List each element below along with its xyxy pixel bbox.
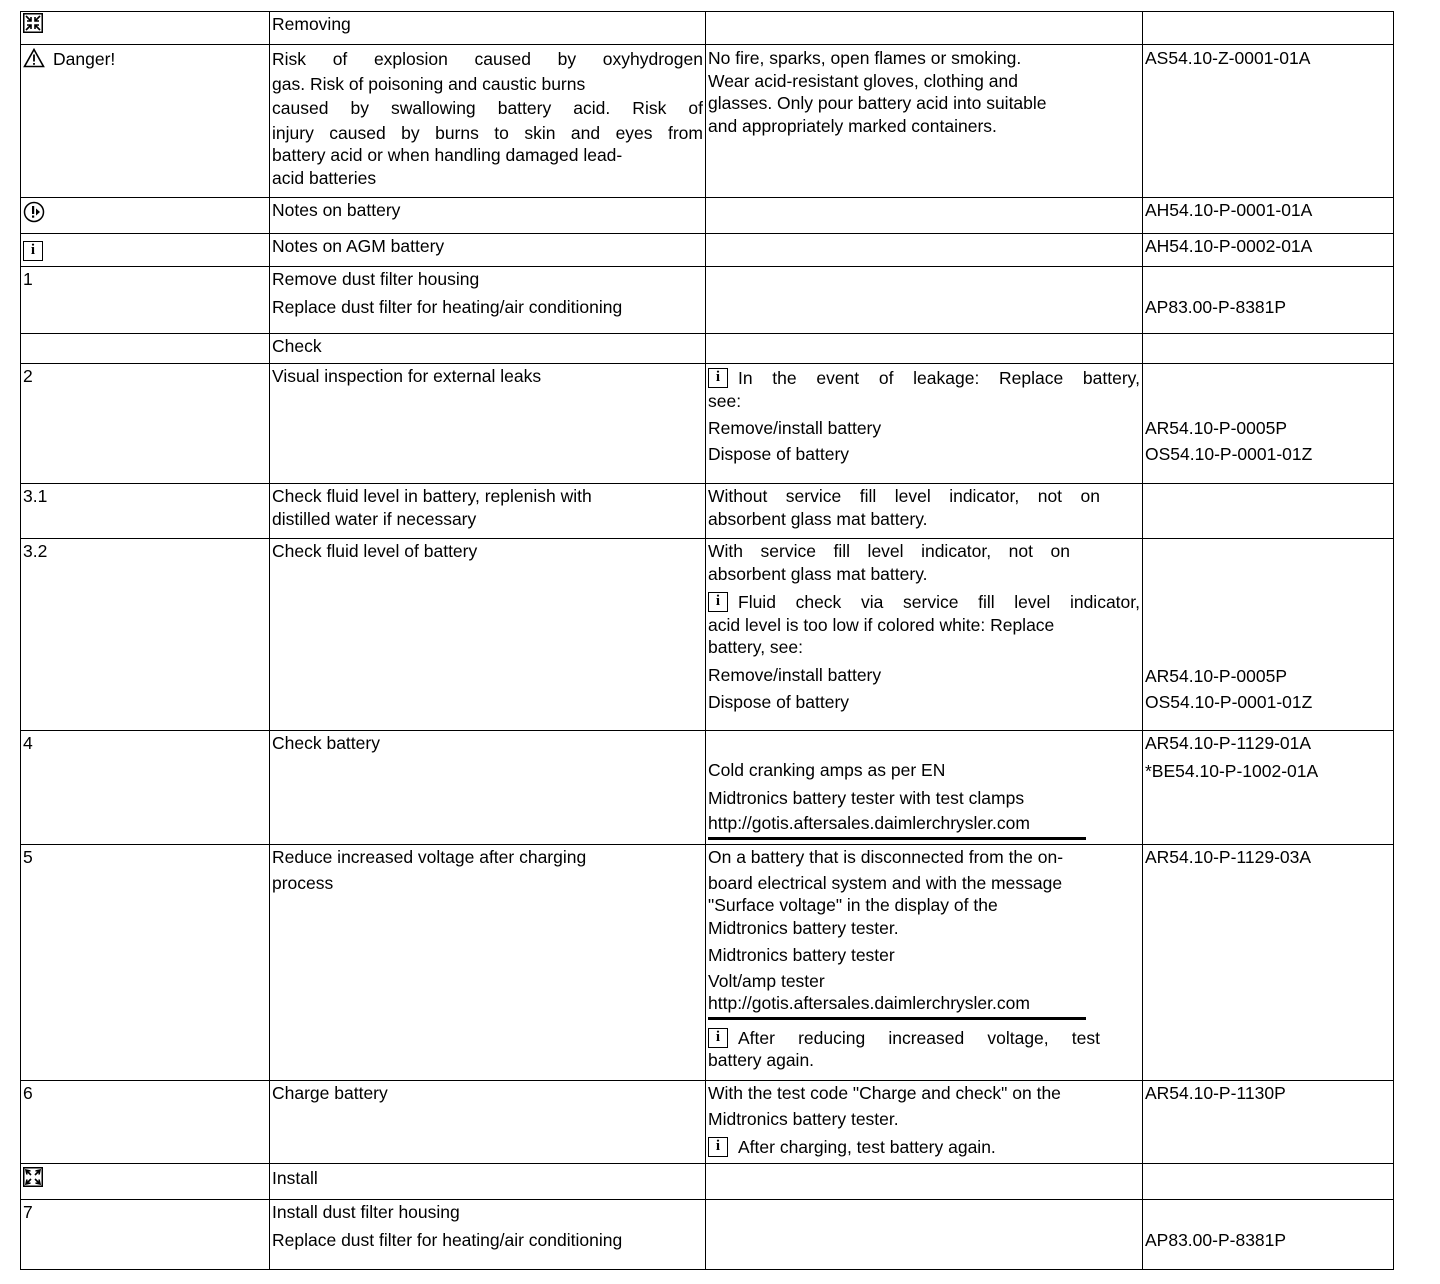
table-row (21, 364, 1394, 484)
note-text: board electrical system and with the message (708, 872, 1063, 893)
table-row (21, 731, 1394, 845)
step-text: Install dust filter housing (272, 1202, 460, 1222)
step-text: Check fluid level in battery, replenish with (272, 486, 592, 506)
danger-text-line: injury caused by burns to skin and eyes from (272, 122, 703, 143)
step-number: 4 (23, 733, 33, 753)
removing-icon (23, 13, 43, 39)
step-number: 7 (23, 1202, 33, 1222)
table-row (21, 1200, 1394, 1270)
step-text: distilled water if necessary (272, 508, 477, 529)
note-text: After charging, test battery again. (738, 1137, 996, 1157)
note-text: Volt/amp tester (708, 970, 825, 991)
table-row (21, 539, 1394, 731)
procedure-table (20, 11, 1394, 1270)
note-text: Remove/install battery (708, 664, 882, 685)
table-row (21, 12, 1394, 45)
danger-text-line: Risk of explosion caused by oxyhydrogen (272, 49, 703, 69)
table-row (21, 198, 1394, 234)
danger-measure-line: Wear acid-resistant gloves, clothing and (708, 70, 1018, 91)
section-heading: Install (272, 1168, 318, 1188)
danger-text-line: battery acid or when handling damaged lead- (272, 145, 623, 165)
danger-measure-line: and appropriately marked containers. (708, 115, 997, 136)
table-row (21, 45, 1394, 198)
note-text: Cold cranking amps as per EN (708, 760, 946, 780)
step-text: Removing (272, 14, 351, 34)
step-text: Remove dust filter housing (272, 269, 480, 289)
step-number: 2 (23, 366, 33, 386)
note-text: With service fill level indicator, not on (708, 541, 1070, 561)
procedure-document (20, 11, 1393, 1270)
warning-triangle-icon (23, 48, 45, 74)
note-text: acid level is too low if colored white: Replace (708, 614, 1055, 635)
reference-link[interactable]: AS54.10-Z-0001-01A (1145, 48, 1311, 68)
danger-text-line: caused by swallowing battery acid. Risk of (272, 98, 703, 118)
gotis-link[interactable]: http://gotis.aftersales.daimlerchrysler.com (708, 812, 1086, 840)
table-row (21, 1081, 1394, 1164)
reference-link[interactable]: AH54.10-P-0002-01A (1145, 236, 1313, 256)
step-number: 3.2 (23, 541, 48, 561)
reference-link[interactable]: AP83.00-P-8381P (1145, 296, 1287, 317)
info-icon: i (708, 1028, 728, 1048)
reference-link[interactable]: AP83.00-P-8381P (1145, 1229, 1287, 1250)
note-text: After reducing increased voltage, test (738, 1027, 1100, 1048)
section-heading: Check (272, 336, 322, 356)
reference-link[interactable]: OS54.10-P-0001-01Z (1145, 443, 1313, 464)
step-number: 5 (23, 847, 33, 867)
note-text: Dispose of battery (708, 692, 850, 712)
reference-link[interactable]: *BE54.10-P-1002-01A (1145, 760, 1319, 781)
note-text: With the test code "Charge and check" on the (708, 1083, 1061, 1103)
step-number: 3.1 (23, 486, 48, 506)
note-text: Midtronics battery tester (708, 945, 895, 965)
gotis-link[interactable]: http://gotis.aftersales.daimlerchrysler.com (708, 992, 1086, 1020)
note-text: battery again. (708, 1050, 815, 1070)
danger-measure-line: glasses. Only pour battery acid into suitable (708, 93, 1047, 113)
reference-link[interactable]: AR54.10-P-0005P (1145, 666, 1288, 686)
table-row (21, 845, 1394, 1081)
reference-link[interactable]: AH54.10-P-0001-01A (1145, 200, 1313, 220)
note-text: "Surface voltage" in the display of the (708, 895, 998, 915)
step-text: process (272, 872, 334, 893)
step-text: Reduce increased voltage after charging (272, 847, 587, 867)
reference-link[interactable]: AR54.10-P-1130P (1145, 1083, 1286, 1103)
note-text: Remove/install battery (708, 418, 882, 438)
step-text: Notes on AGM battery (272, 236, 445, 256)
note-text: Without service fill level indicator, not on (708, 486, 1100, 506)
step-text: Check battery (272, 733, 380, 753)
info-icon: i (23, 241, 43, 261)
table-row (21, 234, 1394, 267)
note-text: Midtronics battery tester. (708, 917, 899, 938)
info-icon: i (708, 592, 728, 612)
table-row (21, 484, 1394, 539)
table-row (21, 334, 1394, 364)
reference-link[interactable]: AR54.10-P-1129-01A (1145, 733, 1312, 753)
note-text: absorbent glass mat battery. (708, 563, 928, 584)
note-text: Midtronics battery tester. (708, 1108, 899, 1129)
step-text: Replace dust filter for heating/air conditioning (272, 1229, 623, 1250)
step-number: 6 (23, 1083, 33, 1103)
note-text: Fluid check via service fill level indicator, (738, 592, 1140, 612)
step-text: Visual inspection for external leaks (272, 366, 542, 386)
step-text: Charge battery (272, 1083, 388, 1103)
note-text: Midtronics battery tester with test clamps (708, 787, 1025, 808)
danger-label: Danger! (53, 49, 116, 69)
danger-text-line: acid batteries (272, 167, 377, 188)
info-icon: i (708, 368, 728, 388)
note-text: Dispose of battery (708, 443, 850, 464)
note-text: In the event of leakage: Replace battery, (738, 368, 1140, 388)
note-text: battery, see: (708, 637, 804, 657)
reference-link[interactable]: AR54.10-P-1129-03A (1145, 847, 1312, 867)
table-row (21, 267, 1394, 334)
danger-text-line: gas. Risk of poisoning and caustic burns (272, 73, 586, 94)
note-text: On a battery that is disconnected from the on- (708, 847, 1064, 867)
note-text: absorbent glass mat battery. (708, 508, 928, 529)
step-text: Replace dust filter for heating/air conditioning (272, 296, 623, 317)
reference-link[interactable]: OS54.10-P-0001-01Z (1145, 691, 1313, 712)
table-row (21, 1164, 1394, 1200)
info-icon: i (708, 1137, 728, 1157)
danger-measure-line: No fire, sparks, open flames or smoking. (708, 48, 1022, 68)
step-text: Check fluid level of battery (272, 541, 478, 561)
notes-icon (23, 201, 45, 229)
step-text: Notes on battery (272, 200, 401, 220)
reference-link[interactable]: AR54.10-P-0005P (1145, 418, 1288, 438)
step-number: 1 (23, 269, 33, 289)
note-text: see: (708, 390, 742, 411)
install-icon (23, 1167, 43, 1193)
